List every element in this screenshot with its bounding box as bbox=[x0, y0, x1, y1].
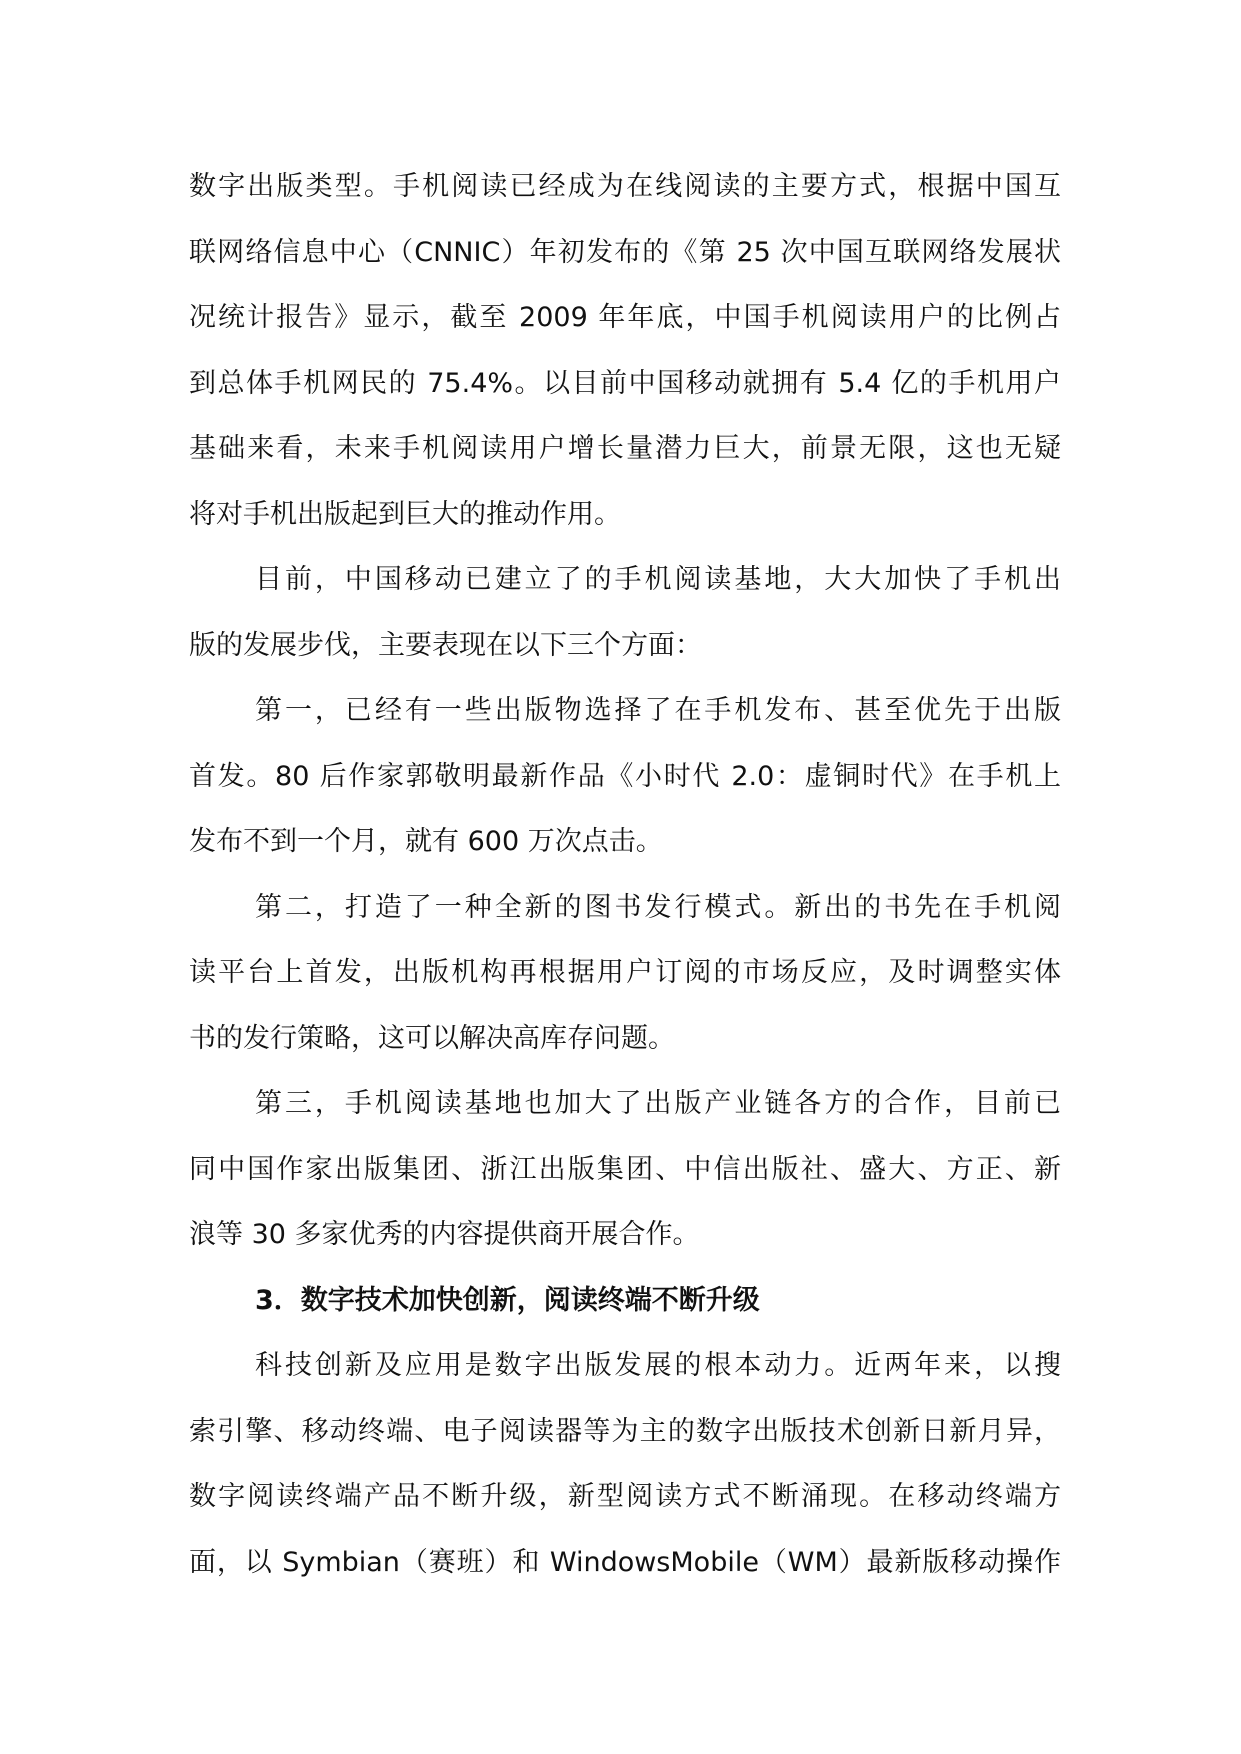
text-line: 面，以 Symbian（赛班）和 WindowsMobile（WM）最新版移动操作 bbox=[189, 1546, 1061, 1578]
paragraph-first-line: 第二，打造了一种全新的图书发行模式。新出的书先在手机阅 bbox=[255, 891, 1061, 923]
paragraph-first-line: 科技创新及应用是数字出版发展的根本动力。近两年来，以搜 bbox=[255, 1350, 1061, 1381]
text-line: 版的发展步伐，主要表现在以下三个方面： bbox=[189, 629, 702, 661]
text-line: 读平台上首发，出版机构再根据用户订阅的市场反应，及时调整实体 bbox=[189, 957, 1061, 988]
text-line: 书的发行策略，这可以解决高库存问题。 bbox=[189, 1022, 675, 1054]
text-line: 况统计报告》显示，截至 2009 年年底，中国手机阅读用户的比例占 bbox=[189, 302, 1061, 333]
text-line: 基础来看，未来手机阅读用户增长量潜力巨大，前景无限，这也无疑 bbox=[189, 433, 1061, 464]
text-line: 到总体手机网民的 75.4%。以目前中国移动就拥有 5.4 亿的手机用户 bbox=[189, 367, 1061, 399]
text-line: 将对手机出版起到巨大的推动作用。 bbox=[189, 498, 621, 530]
text-line: 浪等 30 多家优秀的内容提供商开展合作。 bbox=[189, 1219, 700, 1250]
section-heading: 3．数字技术加快创新，阅读终端不断升级 bbox=[255, 1284, 760, 1316]
text-line: 数字阅读终端产品不断升级，新型阅读方式不断涌现。在移动终端方 bbox=[189, 1481, 1061, 1512]
text-line: 同中国作家出版集团、浙江出版集团、中信出版社、盛大、方正、新 bbox=[189, 1153, 1061, 1185]
paragraph-first-line: 目前，中国移动已建立了的手机阅读基地，大大加快了手机出 bbox=[255, 564, 1061, 595]
text-line: 数字出版类型。手机阅读已经成为在线阅读的主要方式，根据中国互 bbox=[189, 171, 1061, 202]
text-line: 索引擎、移动终端、电子阅读器等为主的数字出版技术创新日新月异， bbox=[189, 1415, 1061, 1447]
text-line: 首发。80 后作家郭敬明最新作品《小时代 2.0：虚铜时代》在手机上 bbox=[189, 760, 1061, 792]
paragraph-first-line: 第一，已经有一些出版物选择了在手机发布、甚至优先于出版 bbox=[255, 695, 1061, 726]
paragraph-first-line: 第三，手机阅读基地也加大了出版产业链各方的合作，目前已 bbox=[255, 1088, 1061, 1119]
body-text bbox=[189, 154, 1061, 1595]
text-line: 联网络信息中心（CNNIC）年初发布的《第 25 次中国互联网络发展状 bbox=[189, 236, 1061, 268]
text-line: 发布不到一个月，就有 600 万次点击。 bbox=[189, 826, 663, 857]
